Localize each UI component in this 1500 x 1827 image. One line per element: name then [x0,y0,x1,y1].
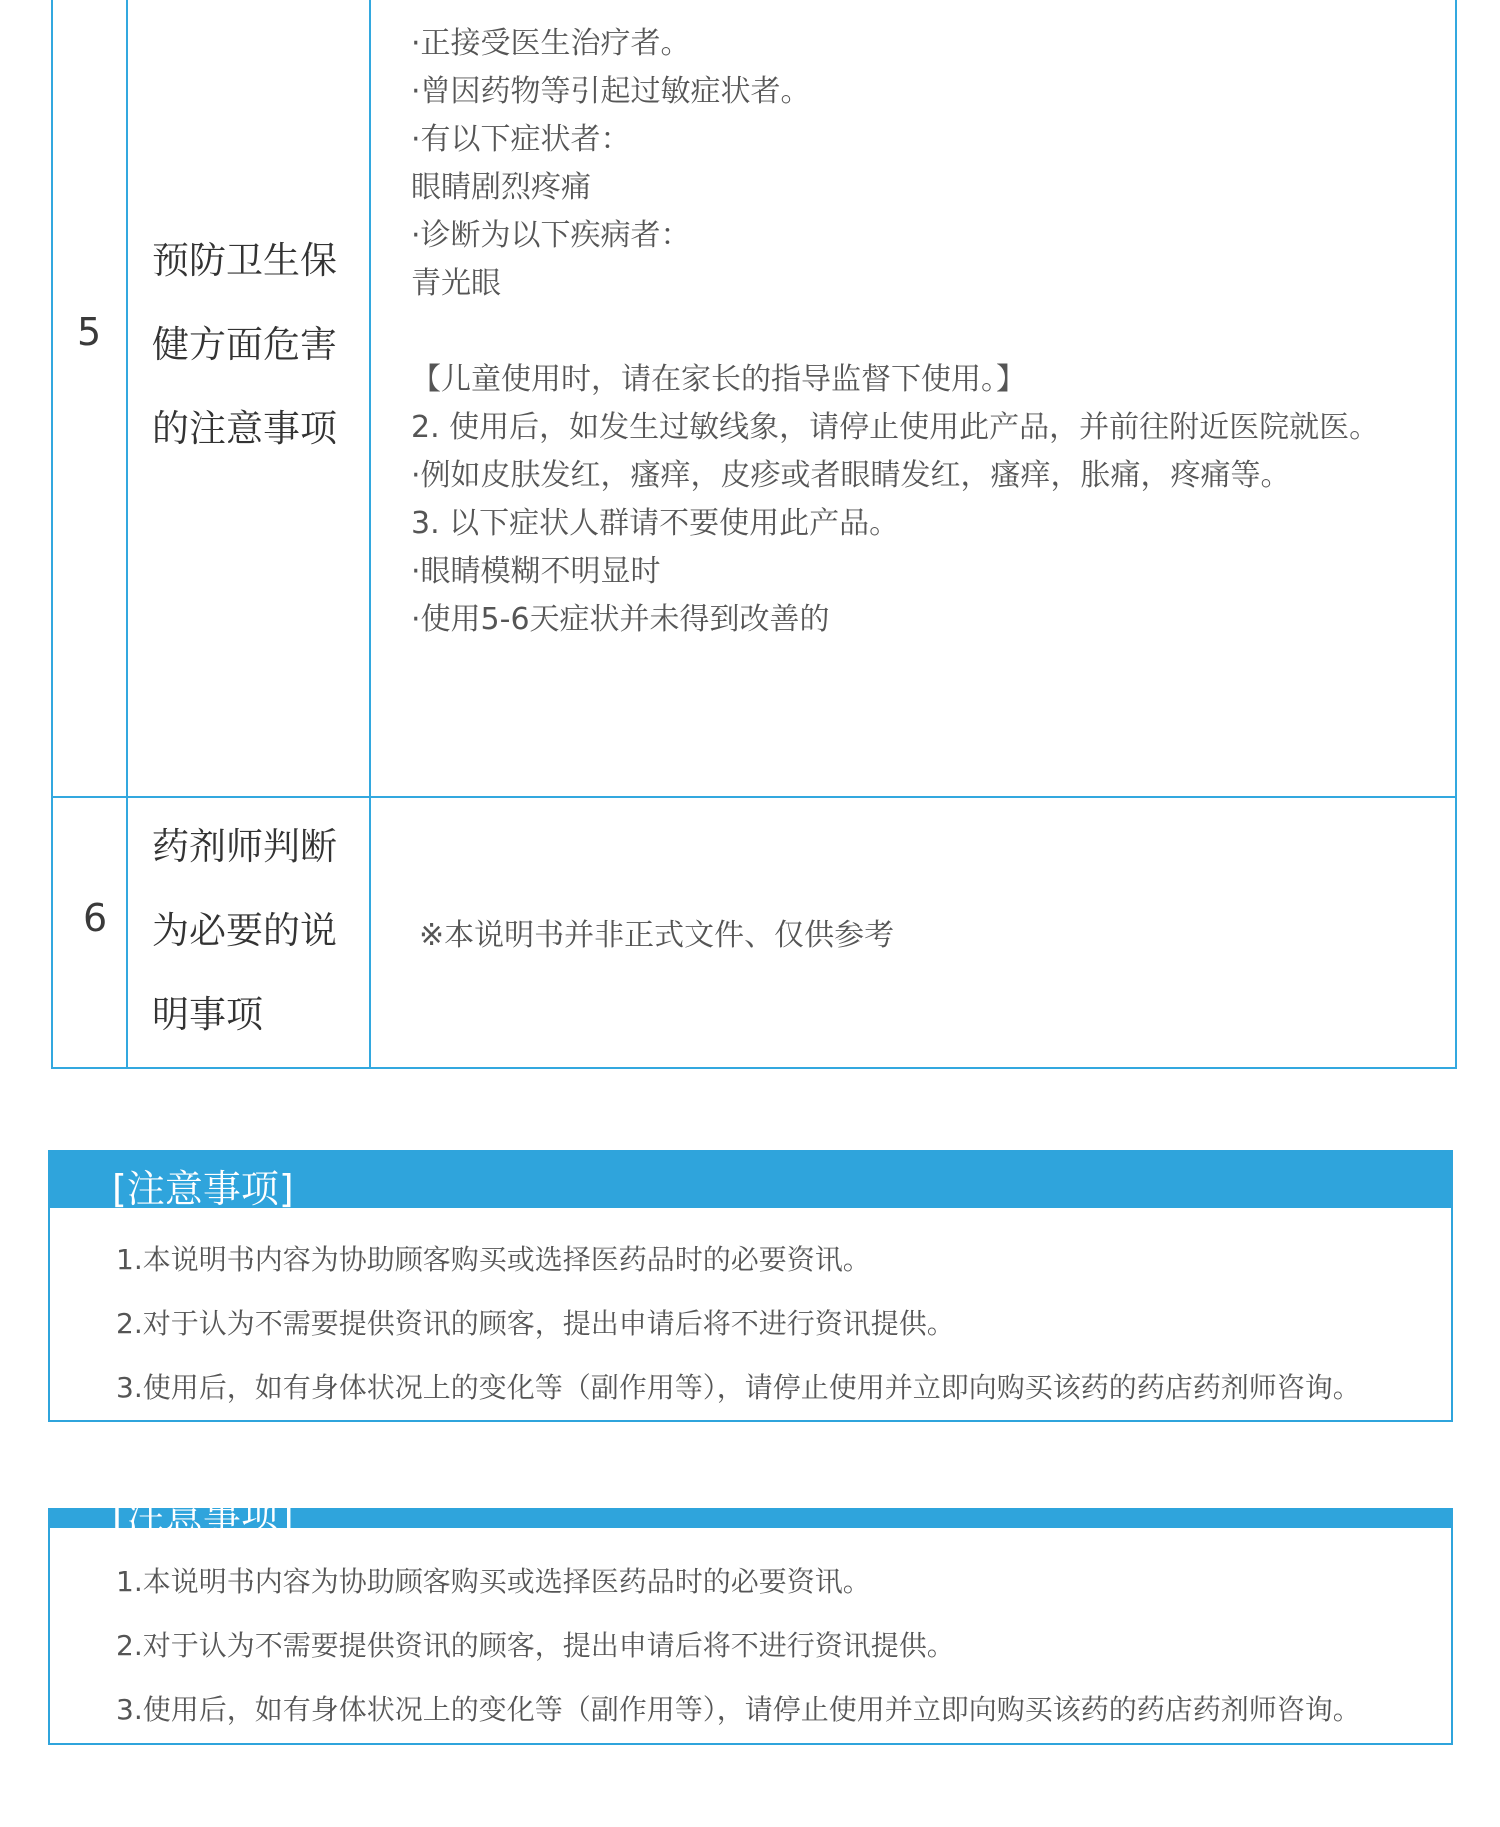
notice-item: 2.对于认为不需要提供资讯的顾客，提出申请后将不进行资讯提供。 [116,1629,955,1662]
content-line: ·例如皮肤发红，瘙痒，皮疹或者眼睛发红，瘙痒，胀痛，疼痛等。 [411,458,1291,493]
row-content-cell [373,798,1455,1067]
row-title-line: 健方面危害 [152,323,337,366]
row-title-line: 预防卫生保 [152,239,337,282]
notice-item: 1.本说明书内容为协助顾客购买或选择医药品时的必要资讯。 [116,1565,871,1598]
row-title-line: 药剂师判断 [152,825,337,868]
notice-box [48,1493,1453,1745]
row-number: 5 [77,310,102,354]
table-row-6 [53,798,1455,1067]
content-line: 3. 以下症状人群请不要使用此产品。 [411,506,900,541]
content-line: 眼睛剧烈疼痛 [411,170,591,205]
content-line: ·正接受医生治疗者。 [411,26,691,61]
row-number-cell [53,798,128,1067]
content-line: 2. 使用后，如发生过敏线象，请停止使用此产品，并前往附近医院就医。 [411,410,1380,445]
row-title-line: 明事项 [152,993,263,1036]
row-title-cell [130,0,371,796]
content-line: ·眼睛模糊不明显时 [411,554,661,589]
content-line: ·使用5-6天症状并未得到改善的 [411,602,830,637]
notice-title: [注意事项] [112,1493,294,1537]
content-line: ·曾因药物等引起过敏症状者。 [411,74,811,109]
notice-title: [注意事项] [112,1167,294,1211]
notice-box [48,1150,1453,1422]
row-number: 6 [83,896,108,940]
row-title-line: 为必要的说 [152,909,337,952]
instruction-table [51,0,1457,1069]
notice-item: 3.使用后，如有身体状况上的变化等（副作用等），请停止使用并立即向购买该药的药店药剂师咨询。 [116,1693,1361,1726]
content-line: 青光眼 [411,266,501,301]
row-content-cell [373,0,1455,796]
notice-item: 3.使用后，如有身体状况上的变化等（副作用等），请停止使用并立即向购买该药的药店药剂师咨询。 [116,1371,1361,1404]
row-title-line: 的注意事项 [152,407,337,450]
content-line: 【儿童使用时，请在家长的指导监督下使用。】 [411,362,1026,397]
notice-header [50,1152,1451,1211]
content-line: ·有以下症状者： [411,122,631,157]
table-row-5 [53,0,1455,798]
row-title-cell [130,798,371,1067]
disclaimer-text: ※本说明书并非正式文件、仅供参考 [419,918,895,953]
notice-item: 2.对于认为不需要提供资讯的顾客，提出申请后将不进行资讯提供。 [116,1307,955,1340]
row-number-cell [53,0,128,796]
content-line: ·诊断为以下疾病者： [411,218,691,253]
notice-header [50,1493,1451,1537]
notice-item: 1.本说明书内容为协助顾客购买或选择医药品时的必要资讯。 [116,1243,871,1276]
